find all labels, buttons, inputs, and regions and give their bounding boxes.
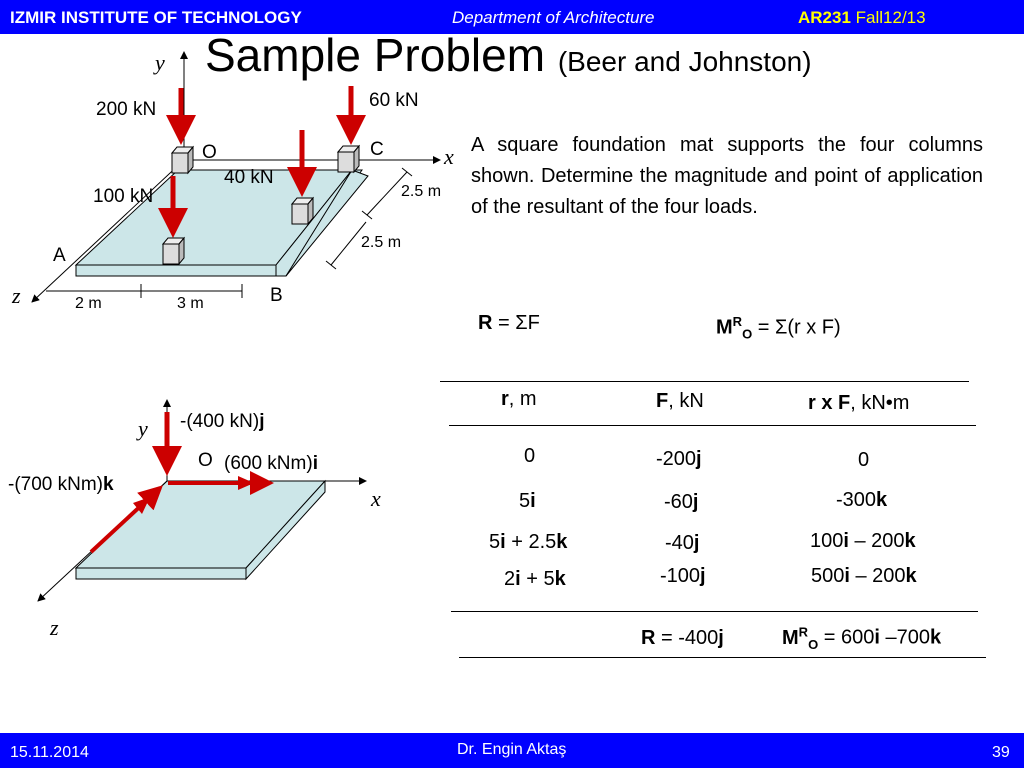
problem-statement: A square foundation mat supports the four columns shown. Determine the magnitude and point of application of the resultant of the four loads. bbox=[471, 134, 983, 218]
dim-3-label: 3 m bbox=[177, 295, 204, 312]
eq-m-sub: O bbox=[742, 326, 753, 342]
load-label-200: 200 kN bbox=[96, 99, 157, 120]
dim-2-5-lower-label: 2.5 m bbox=[361, 234, 402, 251]
table-header-rule bbox=[449, 425, 976, 426]
dim-2-label: 2 m bbox=[75, 295, 102, 312]
bottom-axis-z-label: z bbox=[50, 615, 59, 640]
course-code: AR231 bbox=[798, 8, 851, 27]
total-moment: $M^R_O = 600i$ –700k bbox=[782, 624, 942, 652]
row3-r: 5i + 2.5k bbox=[489, 531, 568, 553]
eq-r-bold: R bbox=[478, 312, 493, 334]
load-label-100: 100 kN bbox=[93, 186, 154, 207]
dim-2-5-upper-label: 2.5 m bbox=[401, 183, 442, 200]
eq-m-bold: M bbox=[716, 316, 733, 339]
row4-rxf: 500i – 200k bbox=[811, 565, 917, 587]
moment-i-unit: i bbox=[312, 453, 318, 474]
force-label-unit: j bbox=[259, 411, 265, 432]
bottom-axis-x-label: x bbox=[371, 486, 381, 511]
point-a-label: A bbox=[53, 245, 66, 266]
eq-m-sup: R bbox=[732, 314, 743, 329]
top-axis-y-label: y bbox=[155, 50, 165, 75]
load-label-60: 60 kN bbox=[369, 90, 419, 111]
dim-tick bbox=[362, 211, 372, 219]
footer-page: 39 bbox=[992, 744, 1010, 761]
column-40 bbox=[292, 198, 313, 224]
eq-m-rest: = Σ(r x F) bbox=[752, 316, 841, 339]
table-header-rxf bbox=[808, 392, 909, 415]
row4-r: 2i + 5k bbox=[504, 568, 566, 590]
equation-moment bbox=[716, 314, 841, 342]
equation-resultant bbox=[478, 312, 540, 335]
moment-k-unit: k bbox=[103, 474, 114, 495]
slab-front bbox=[76, 265, 276, 276]
header-f-bold: F bbox=[656, 390, 669, 412]
row2-r: 5i bbox=[519, 490, 536, 512]
header-r-bold: r bbox=[501, 388, 509, 410]
header-f-rest: , kN bbox=[668, 390, 704, 412]
title-sub: (Beer and Johnston) bbox=[557, 46, 812, 77]
point-o-label: O bbox=[202, 142, 217, 163]
table-header-r bbox=[501, 388, 537, 411]
footer-author: Dr. Engin Aktaş bbox=[457, 741, 567, 758]
row2-rxf: -300k bbox=[836, 489, 888, 511]
total-resultant: R = -400j bbox=[641, 627, 724, 649]
column-a bbox=[163, 238, 184, 264]
header-rxf-rest: , kN•m bbox=[850, 392, 910, 414]
origin-label: O bbox=[198, 450, 213, 471]
point-c-label: C bbox=[370, 139, 384, 160]
institute-name: IZMIR INSTITUTE OF TECHNOLOGY bbox=[10, 8, 302, 27]
header-rxf-bold: r x F bbox=[808, 392, 851, 414]
load-label-40: 40 kN bbox=[224, 167, 274, 188]
top-axis-z-label: z bbox=[12, 283, 21, 308]
row2-f: -60j bbox=[664, 491, 699, 513]
column-c bbox=[338, 146, 359, 172]
row3-f: -40j bbox=[665, 532, 700, 554]
dim-tick bbox=[402, 168, 412, 176]
bottom-axis-y-label: y bbox=[138, 416, 148, 441]
moment-i-label bbox=[224, 453, 318, 475]
row1-rxf: 0 bbox=[858, 449, 870, 471]
table-bottom-rule bbox=[451, 611, 978, 612]
title-main: Sample Problem bbox=[205, 29, 546, 81]
row4-f: -100j bbox=[660, 565, 706, 587]
course-term: Fall12/13 bbox=[855, 8, 926, 27]
point-b-label: B bbox=[270, 285, 283, 306]
force-label-text: -(400 kN) bbox=[180, 411, 260, 432]
footer-bar bbox=[0, 733, 1024, 768]
dim-tick bbox=[326, 261, 336, 269]
department-name: Department of Architecture bbox=[452, 8, 655, 27]
resultant-force-label bbox=[180, 411, 264, 433]
slab2-front bbox=[76, 568, 246, 579]
table-total-rule bbox=[459, 657, 986, 658]
column-o bbox=[172, 147, 193, 173]
moment-k-label bbox=[8, 474, 114, 496]
table-top-rule bbox=[440, 381, 969, 382]
row1-r: 0 bbox=[524, 445, 536, 467]
row3-rxf: 100i – 200k bbox=[810, 530, 916, 552]
row1-f: -200j bbox=[656, 448, 702, 470]
footer-date: 15.11.2014 bbox=[10, 744, 89, 761]
table-header-f bbox=[656, 390, 704, 413]
moment-k-text: -(700 kNm) bbox=[8, 474, 104, 495]
moment-i-text: (600 kNm) bbox=[224, 453, 313, 474]
eq-r-rest: = ΣF bbox=[492, 312, 540, 334]
header-r-rest: , m bbox=[508, 388, 537, 410]
top-axis-x-label: x bbox=[444, 144, 454, 169]
